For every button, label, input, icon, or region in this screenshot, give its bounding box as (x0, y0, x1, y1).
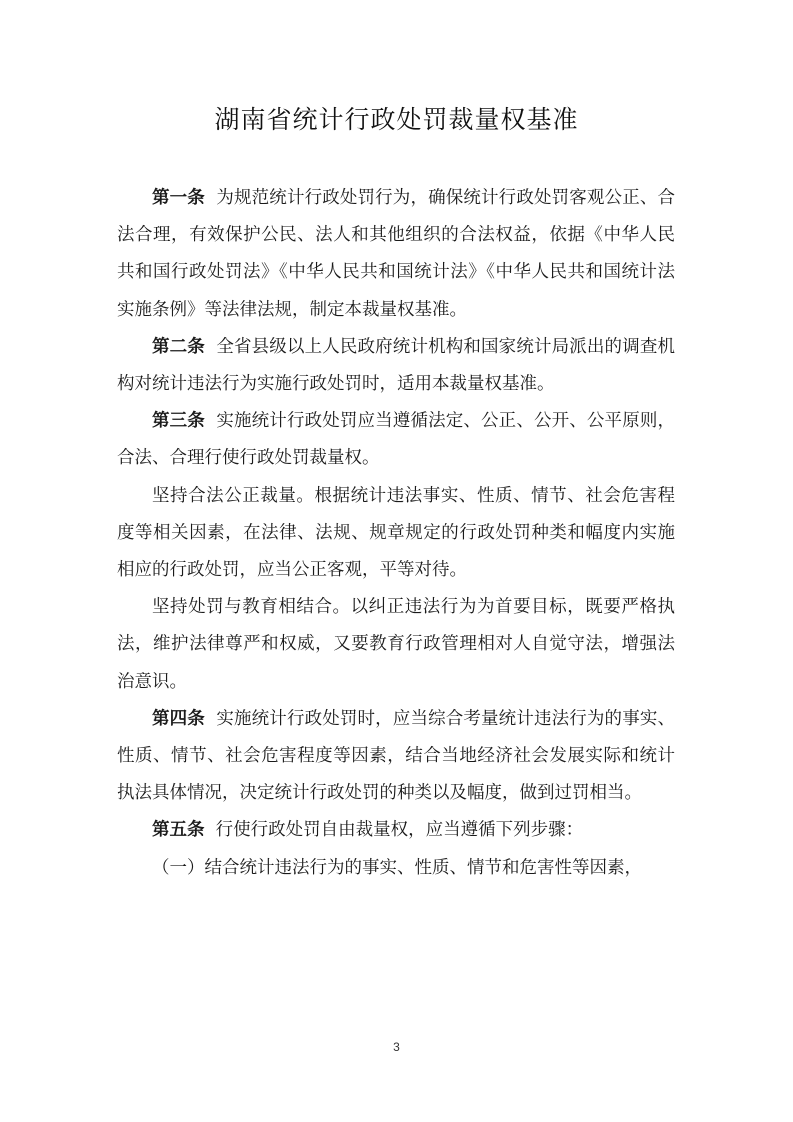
paragraph-article-1 (117, 180, 675, 329)
paragraph-article-4 (117, 701, 675, 813)
article-heading: 第三条 (152, 411, 205, 432)
paragraph-article-2 (117, 329, 675, 403)
article-heading: 第一条 (152, 188, 205, 208)
page-title: 湖南省统计行政处罚裁量权基准 (214, 105, 579, 134)
page-number: 3 (393, 1040, 400, 1054)
article-heading: 第二条 (152, 336, 205, 357)
paragraph-article-5 (117, 812, 675, 849)
paragraph-text: 坚持合法公正裁量。根据统计违法事实、性质、情节、社会危害程度等相关因素，在法律、法规、规章规定的行政处罚种类和幅度内实施相应的行政处罚，应当公正客观，平等对待。 (117, 485, 675, 581)
paragraph-principle-2 (117, 589, 675, 701)
article-heading: 第五条 (152, 820, 205, 841)
paragraph-text: 行使行政处罚自由裁量权，应当遵循下列步骤： (215, 820, 584, 841)
article-heading: 第四条 (152, 708, 205, 729)
paragraph-text: 实施统计行政处罚时，应当综合考量统计违法行为的事实、性质、情节、社会危害程度等因素，结合当地经济社会发展实际和统计执法具体情况，决定统计行政处罚的种类以及幅度，做到过罚相当。 (117, 708, 675, 804)
paragraph-text: 为规范统计行政处罚行为，确保统计行政处罚客观公正、合法合理，有效保护公民、法人和其他组织的合法权益，依据《中华人民共和国行政处罚法》《中华人民共和国统计法》《中华人民共和国统计法实施条例》等法律法规，制定本裁量权基准。 (117, 188, 675, 320)
document-body (117, 180, 675, 887)
paragraph-step-1 (117, 850, 675, 887)
paragraph-text: 坚持处罚与教育相结合。以纠正违法行为为首要目标，既要严格执法，维护法律尊严和权威，又要教育行政管理相对人自觉守法，增强法治意识。 (117, 597, 675, 692)
paragraph-principle-1 (117, 478, 675, 590)
paragraph-text: 全省县级以上人民政府统计机构和国家统计局派出的调查机构对统计违法行为实施行政处罚时，适用本裁量权基准。 (117, 336, 675, 395)
paragraph-text: （一）结合统计违法行为的事实、性质、情节和危害性等因素， (152, 857, 642, 878)
paragraph-text: 实施统计行政处罚应当遵循法定、公正、公开、公平原则，合法、合理行使行政处罚裁量权。 (117, 411, 675, 469)
paragraph-article-3 (117, 403, 675, 477)
